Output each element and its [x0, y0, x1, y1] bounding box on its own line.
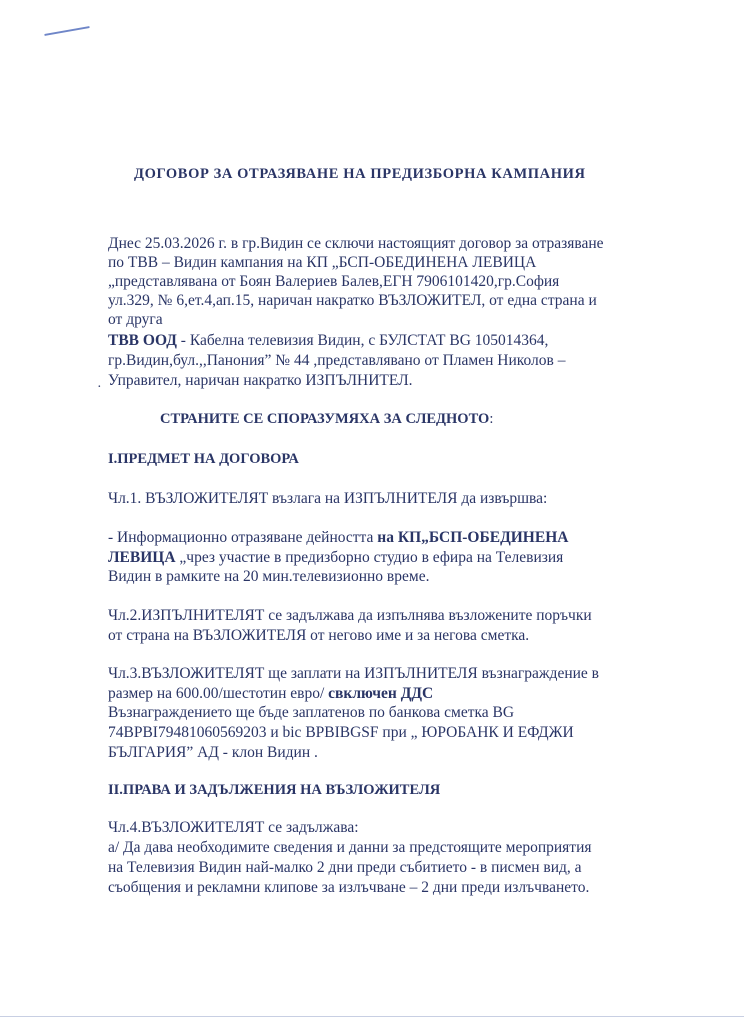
section2-heading: II.ПРАВА И ЗАДЪЛЖЕНИЯ НА ВЪЗЛОЖИТЕЛЯ [108, 782, 441, 798]
article-4-a-line-3: съобщения и рекламни клипове за излъчване – 2 дни преди излъчването. [108, 879, 590, 896]
section1-heading: I.ПРЕДМЕТ НА ДОГОВОРА [108, 451, 299, 467]
contractor-name: ТВВ ООД [108, 332, 177, 349]
article-4-a-line-1: а/ Да дава необходимите сведения и данни за предстоящите мероприятия [108, 839, 592, 856]
art1-item-text: - Информационно отразяване дейността [108, 529, 378, 546]
scan-pen-mark [44, 26, 90, 36]
art1-item-party-cont: ЛЕВИЦА [108, 549, 176, 566]
intro-line-8: Управител, наричан накратко ИЗПЪЛНИТЕЛ. [108, 372, 413, 389]
contractor-details: - Кабелна телевизия Видин, с БУЛСТАТ BG 105014364, [176, 332, 549, 349]
intro-line-4: ул.329, № 6,ет.4,ап.15, наричан накратко ВЪЗЛОЖИТЕЛ, от една страна и [108, 292, 597, 309]
agreement-heading-colon: : [489, 411, 494, 427]
article-1: Чл.1. ВЪЗЛОЖИТЕЛЯТ възлага на ИЗПЪЛНИТЕЛЯ да извършва: [108, 490, 548, 507]
article-3-line-2 [108, 685, 433, 703]
article-3-amount: размер на 600.00/шестотин евро/ [108, 685, 329, 702]
stray-dot: · [97, 380, 102, 395]
intro-line-7: гр.Видин,бул.,,Панония” № 44 ,представлявано от Пламен Николов – [108, 352, 566, 369]
intro-line-2: по ТВВ – Видин кампания на КП „БСП-ОБЕДИНЕНА ЛЕВИЦА [108, 254, 537, 271]
intro-line-1: Днес 25.03.2026 г. в гр.Видин се сключи настоящият договор за отразяване [108, 235, 604, 252]
article-3-line-4: 74BPBI79481060569203 и bic BPBIBGSF при „ ЮРОБАНК И ЕФДЖИ [108, 724, 574, 741]
art1-item-party: на КП„БСП-ОБЕДИНЕНА [377, 529, 569, 546]
agreement-heading [160, 410, 493, 428]
page-bottom-edge [0, 1016, 744, 1017]
art1-item-text-cont: „чрез участие в предизборно студио в ефира на Телевизия [175, 549, 564, 566]
intro-line-5: от друга [108, 311, 163, 328]
article-3-line-5: БЪЛГАРИЯ” АД - клон Видин . [108, 744, 318, 761]
art1-item-line-2 [108, 549, 563, 567]
art1-item-line-1 [108, 529, 568, 547]
article-3-vat: свключен ДДС [328, 685, 434, 702]
article-3-line-1: Чл.3.ВЪЗЛОЖИТЕЛЯТ ще заплати на ИЗПЪЛНИТЕЛЯ възнаграждение в [108, 665, 599, 682]
intro-line-6 [108, 332, 548, 350]
intro-line-3: „представлявана от Боян Валериев Балев,ЕГН 7906101420,гр.София [108, 273, 560, 290]
contract-title: ДОГОВОР ЗА ОТРАЗЯВАНЕ НА ПРЕДИЗБОРНА КАМПАНИЯ [134, 166, 586, 182]
article-4: Чл.4.ВЪЗЛОЖИТЕЛЯТ се задължава: [108, 819, 359, 836]
agreement-heading-text: СТРАНИТЕ СЕ СПОРАЗУМЯХА ЗА СЛЕДНОТО [160, 411, 490, 427]
article-3-line-3: Възнаграждението ще бъде заплатенов по банкова сметка BG [108, 704, 515, 721]
article-2-line-2: от страна на ВЪЗЛОЖИТЕЛЯ от негово име и за негова сметка. [108, 627, 530, 644]
art1-item-line-3: Видин в рамките на 20 мин.телевизионно време. [108, 568, 430, 585]
article-2-line-1: Чл.2.ИЗПЪЛНИТЕЛЯТ се задължава да изпълнява възложените поръчки [108, 607, 592, 624]
article-4-a-line-2: на Телевизия Видин най-малко 2 дни преди събитието - в писмен вид, а [108, 859, 582, 876]
